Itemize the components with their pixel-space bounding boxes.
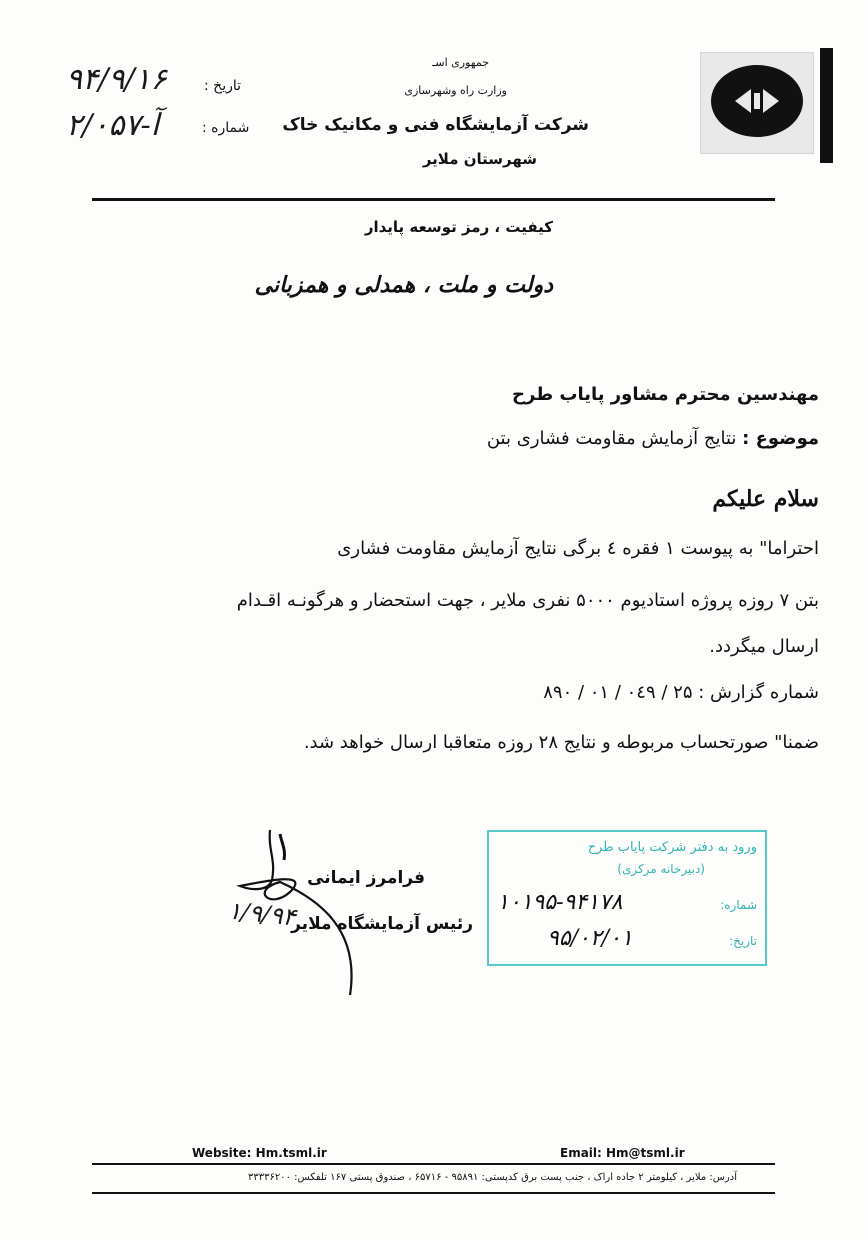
header-ministry-line1: جمهوری اسـ — [432, 56, 489, 69]
letter-addressee: مهندسین محترم مشاور پایاب طرح — [512, 384, 819, 405]
stamp-subtitle: (دبیرخانه مرکزی) — [617, 862, 705, 876]
receipt-stamp — [487, 830, 767, 966]
signatory-title: رئیس آزمایشگاه ملایر — [291, 914, 473, 934]
stamp-date-value: ۹۵/۰۲/۰۱ — [547, 926, 633, 951]
signatory-name: فرامرز ایمانی — [307, 868, 425, 888]
footer-website: Website: Hm.tsml.ir — [192, 1146, 327, 1160]
company-logo — [700, 52, 814, 154]
letter-greeting: سلام علیکم — [712, 486, 819, 512]
footer-divider-top — [92, 1163, 775, 1165]
slogan-quality: کیفیت ، رمز توسعه پایدار — [364, 218, 553, 236]
date-label: تاریخ : — [204, 78, 242, 94]
report-number-line: شماره گزارش : ۲۵ / ۰٤۹ / ۰۱ / ۸۹۰ — [543, 682, 819, 703]
header-city: شهرستان ملایر — [422, 150, 537, 168]
slogan-calligraphy: دولت و ملت ، همدلی و همزبانی — [254, 272, 553, 298]
footer-address: آدرس: ملایر ، کیلومتر ۲ جاده اراک ، جنب پست برق کدپستی: ۹۵۸۹۱ - ۶۵۷۱۶ ، صندوق پستی ۱۶۷ تلفکس: ۳۳۳۳۶۲۰۰ — [248, 1172, 737, 1183]
signature-handwritten-date: ۱/۹/۹۴ — [226, 896, 298, 932]
footer-email: Email: Hm@tsml.ir — [560, 1146, 685, 1160]
number-label: شماره : — [202, 120, 250, 136]
body-line-1: احتراما" به پیوست ۱ فقره ٤ برگی نتایج آزمایش مقاومت فشاری — [337, 538, 819, 559]
number-value-handwritten: ۲/۰۵۷-آ — [66, 108, 160, 143]
footer-divider-bottom — [92, 1192, 775, 1194]
subject-label: موضوع : — [742, 428, 819, 449]
stamp-number-label: شماره: — [720, 898, 757, 912]
logo-side-bar — [820, 48, 833, 163]
date-value-handwritten: ۹۴/۹/۱۶ — [66, 62, 167, 97]
stamp-date-label: تاریخ: — [729, 934, 757, 948]
subject-text: نتایج آزمایش مقاومت فشاری بتن — [486, 428, 737, 449]
body-line-3: ارسال میگردد. — [709, 636, 819, 657]
header-divider — [92, 198, 775, 201]
stamp-number-value: ۱۰۱۹۵-۹۴۱۷۸ — [497, 890, 623, 915]
header-ministry-line2: وزارت راه وشهرسازی — [404, 84, 507, 97]
letter-subject — [487, 428, 819, 449]
stamp-title: ورود به دفتر شرکت پایاب طرح — [587, 840, 757, 855]
body-line-2: بتن ۷ روزه پروژه استادیوم ۵۰۰۰ نفری ملایر ، جهت استحضار و هرگونـه اقـدام — [236, 590, 819, 611]
logo-emblem-icon — [701, 53, 813, 153]
body-line-5: ضمنا" صورتحساب مربوطه و نتایج ۲۸ روزه متعاقبا ارسال خواهد شد. — [303, 732, 819, 753]
header-company-name: شرکت آزمایشگاه فنی و مکانیک خاک — [282, 115, 589, 135]
